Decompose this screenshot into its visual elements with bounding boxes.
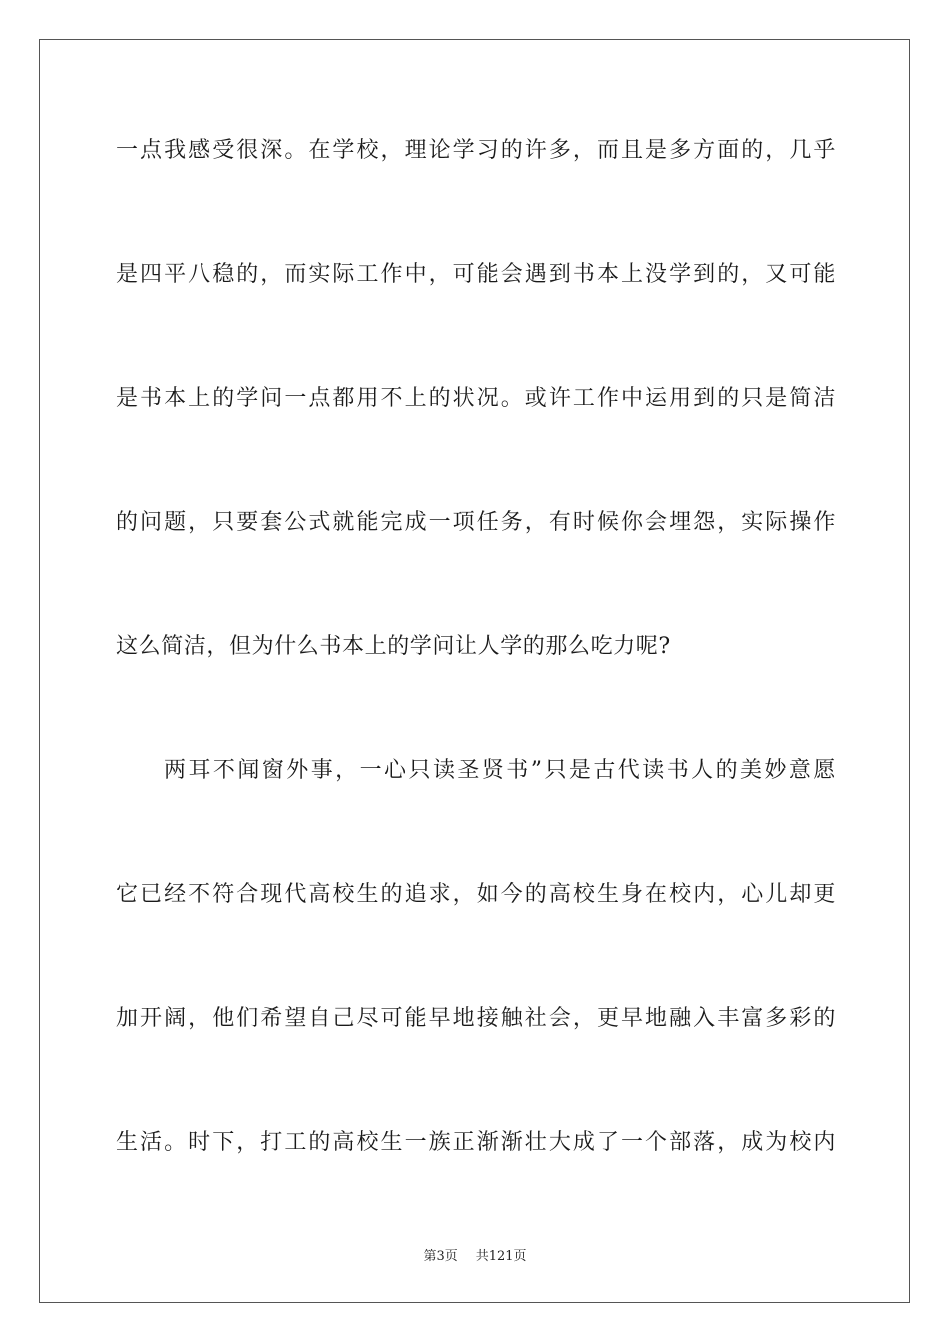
- text-line-9: 生活。时下，打工的高校生一族正渐渐壮大成了一个部落，成为校内: [116, 1130, 836, 1155]
- text-line-3: 是书本上的学问一点都用不上的状况。或许工作中运用到的只是简洁: [116, 386, 836, 411]
- page-footer: [0, 1248, 950, 1266]
- page-border: [39, 39, 910, 1303]
- text-line-8: 加开阔，他们希望自己尽可能早地接触社会，更早地融入丰富多彩的: [116, 1006, 836, 1031]
- text-line-7: 它已经不符合现代高校生的追求，如今的高校生身在校内，心儿却更: [116, 882, 836, 907]
- text-line-5: 这么简洁，但为什么书本上的学问让人学的那么吃力呢?: [116, 634, 671, 659]
- text-line-2: 是四平八稳的，而实际工作中，可能会遇到书本上没学到的，又可能: [116, 262, 836, 287]
- text-line-4: 的问题，只要套公式就能完成一项任务，有时候你会埋怨，实际操作: [116, 510, 836, 535]
- text-line-1: 一点我感受很深。在学校，理论学习的许多，而且是多方面的，几乎: [116, 138, 836, 163]
- text-line-6: 两耳不闻窗外事，一心只读圣贤书”只是古代读书人的美妙意愿: [164, 758, 836, 783]
- page-total: 共121页: [475, 1249, 527, 1264]
- page-number: 第3页: [423, 1249, 458, 1264]
